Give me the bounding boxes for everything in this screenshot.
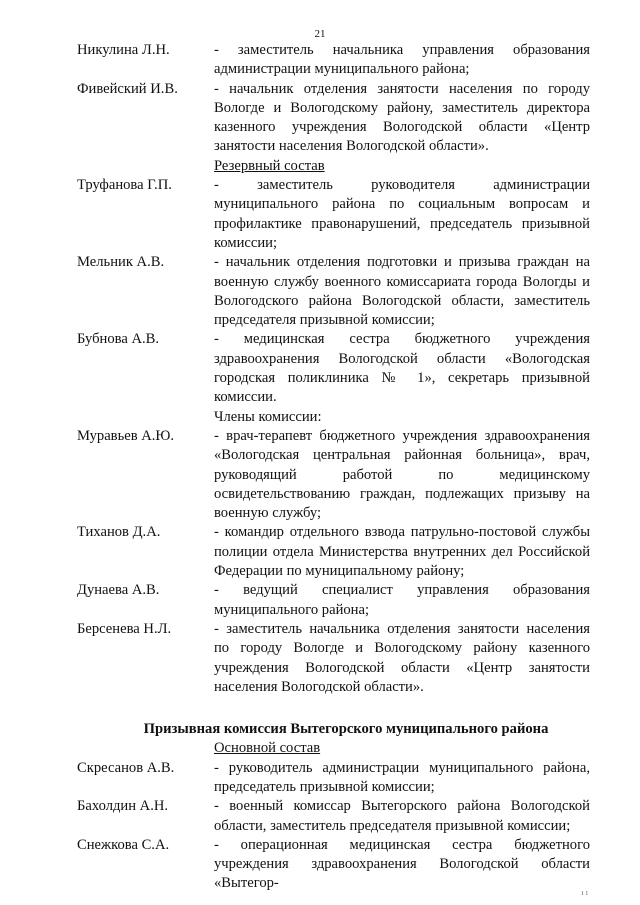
reserve-composition-label: Резервный состав: [214, 157, 325, 174]
member-name: Скресанов А.В.: [77, 759, 175, 776]
member-position: - начальник отделения подготовки и призыва граждан на военную службу военного комиссариата города Вологды и Вологодского района Вологодской области, заместитель председателя призывной комиссии;: [214, 254, 590, 329]
member-entry: [77, 581, 590, 620]
member-name: Бубнова А.В.: [77, 331, 160, 348]
member-entry: [77, 836, 590, 894]
member-entry: [77, 427, 590, 523]
member-list-2: [77, 176, 590, 408]
member-name: Снежкова С.А.: [77, 836, 170, 853]
section-heading: Призывная комиссия Вытегорского муниципального района: [143, 721, 549, 738]
member-name: Муравьев А.Ю.: [77, 427, 175, 444]
corner-mark: ı ı: [581, 888, 588, 897]
member-position: - ведущий специалист управления образования муниципального района;: [214, 582, 590, 618]
member-name: Фивейский И.В.: [77, 80, 178, 97]
member-list-3: [77, 427, 590, 697]
member-list-4: [77, 759, 590, 894]
member-list-1: [77, 41, 590, 157]
main-composition-label: Основной состав: [214, 740, 321, 757]
member-position: - врач-терапевт бюджетного учреждения здравоохранения «Вологодская центральная районная больница», врач, руководящий работой по медицинскому освидетельствованию граждан, подлежащих призыву на военную службу;: [214, 427, 590, 522]
member-name: Дунаева А.В.: [77, 582, 160, 599]
member-entry: [77, 330, 590, 407]
member-entry: [77, 797, 590, 836]
member-name: Бахолдин А.Н.: [77, 798, 169, 815]
member-entry: [77, 759, 590, 798]
member-entry: [77, 41, 590, 80]
member-entry: [77, 523, 590, 581]
member-name: Никулина Л.Н.: [77, 42, 170, 58]
commission-members-label: Члены комиссии:: [214, 408, 322, 425]
member-entry: [77, 176, 590, 253]
member-position: - операционная медицинская сестра бюджетного учреждения здравоохранения Вологодской области «Вытегор-: [214, 836, 590, 892]
member-position: - командир отдельного взвода патрульно-постовой службы полиции отдела Министерства внутренних дел Российской Федерации по муниципальному району;: [214, 524, 590, 580]
member-position: - заместитель начальника управления образования администрации муниципального района;: [214, 42, 590, 78]
page-number: 21: [314, 28, 326, 40]
member-name: Мельник А.В.: [77, 254, 165, 271]
member-position: - начальник отделения занятости населения по городу Вологде и Вологодскому району, заместитель директора казенного учреждения Вологодской области «Центр занятости населения Вологодской области».: [214, 80, 590, 155]
document-body: [77, 41, 590, 894]
member-position: - руководитель администрации муниципального района, председатель призывной комиссии;: [214, 759, 590, 795]
member-position: - военный комиссар Вытегорского района Вологодской области, заместитель председателя призывной комиссии;: [214, 798, 590, 834]
member-entry: [77, 253, 590, 330]
member-position: - заместитель руководителя администрации муниципального района по социальным вопросам и профилактике правонарушений, председатель призывной комиссии;: [214, 177, 590, 251]
member-name: Берсенева Н.Л.: [77, 620, 172, 637]
member-position: - медицинская сестра бюджетного учреждения здравоохранения Вологодской области «Вологодская городская поликлиника № 1», секретарь призывной комиссии.: [214, 331, 590, 406]
member-name: Тиханов Д.А.: [77, 524, 161, 541]
member-name: Труфанова Г.П.: [77, 177, 172, 194]
member-entry: [77, 620, 590, 697]
member-entry: [77, 80, 590, 157]
member-position: - заместитель начальника отделения занятости населения по городу Вологде и Вологодскому району казенного учреждения Вологодской области «Центр занятости населения Вологодской области».: [214, 620, 590, 695]
